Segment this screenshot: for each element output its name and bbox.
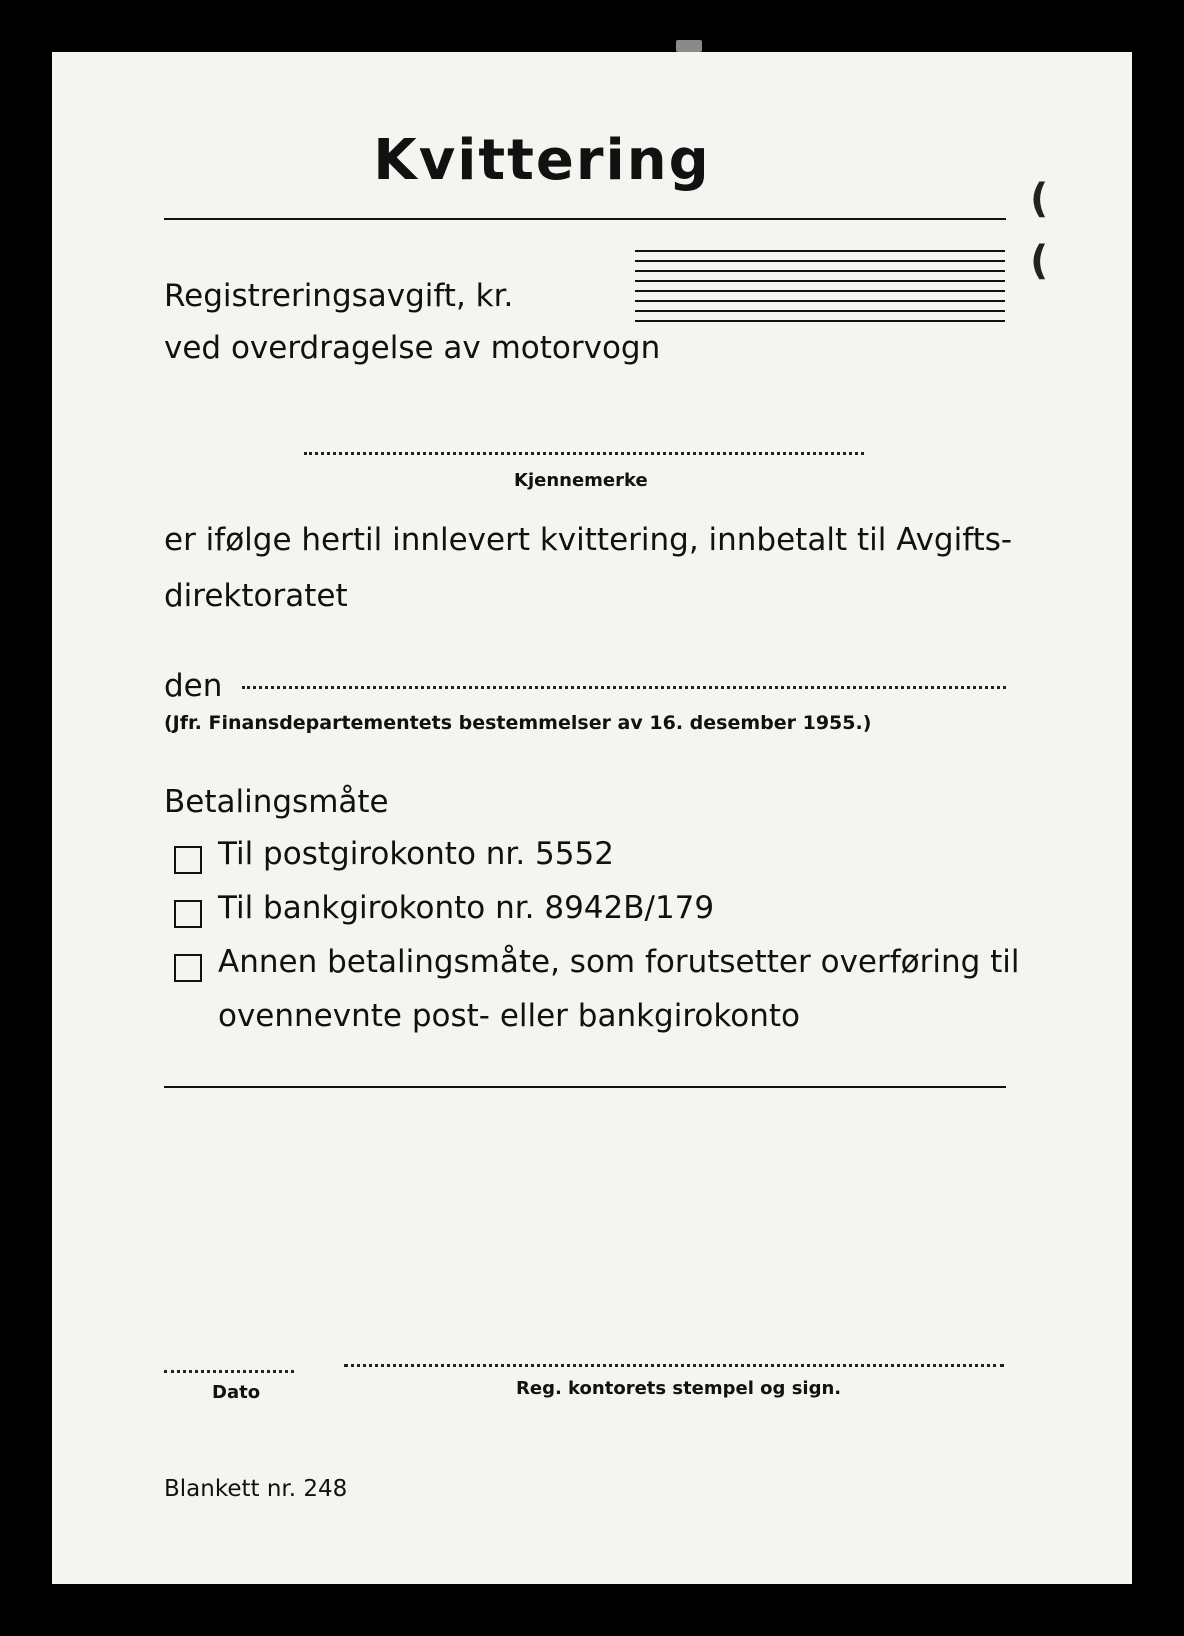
bankgiro-option-label: Til bankgirokonto nr. 8942B/179 — [218, 890, 715, 926]
form-title: Kvittering — [373, 128, 711, 193]
margin-mark-bottom: ( — [1030, 238, 1049, 284]
receipt-form — [52, 52, 1132, 1584]
paper-tab — [676, 40, 702, 52]
stamp-signature-label: Reg. kontorets stempel og sign. — [516, 1378, 842, 1399]
postgiro-option-label: Til postgirokonto nr. 5552 — [218, 836, 614, 872]
margin-mark-top: ( — [1030, 176, 1049, 222]
date-label: den — [164, 668, 223, 704]
other-payment-option-label: Annen betalingsmåte, som forutsetter overføring til — [218, 944, 1020, 980]
receipt-statement-line1: er ifølge hertil innlevert kvittering, innbetalt til Avgifts- — [164, 522, 1013, 558]
section-rule — [164, 1086, 1006, 1088]
registration-field[interactable] — [304, 452, 864, 455]
stamp-signature-field[interactable] — [344, 1364, 1004, 1367]
receipt-statement-line2: direktoratet — [164, 578, 348, 614]
signature-date-label: Dato — [212, 1382, 261, 1403]
date-field[interactable] — [242, 686, 1006, 689]
fee-context: ved overdragelse av motorvogn — [164, 330, 661, 366]
fee-amount-field[interactable] — [635, 250, 1005, 330]
bankgiro-checkbox[interactable] — [174, 900, 202, 928]
payment-heading: Betalingsmåte — [164, 784, 389, 820]
registration-label: Kjennemerke — [514, 470, 648, 491]
signature-date-field[interactable] — [164, 1370, 294, 1373]
regulation-note: (Jfr. Finansdepartementets bestemmelser av 16. desember 1955.) — [164, 712, 872, 734]
form-number: Blankett nr. 248 — [164, 1476, 348, 1502]
other-payment-checkbox[interactable] — [174, 954, 202, 982]
fee-label: Registreringsavgift, kr. — [164, 278, 514, 314]
title-rule — [164, 218, 1006, 220]
postgiro-checkbox[interactable] — [174, 846, 202, 874]
other-payment-option-label-line2: ovennevnte post- eller bankgirokonto — [218, 998, 800, 1034]
